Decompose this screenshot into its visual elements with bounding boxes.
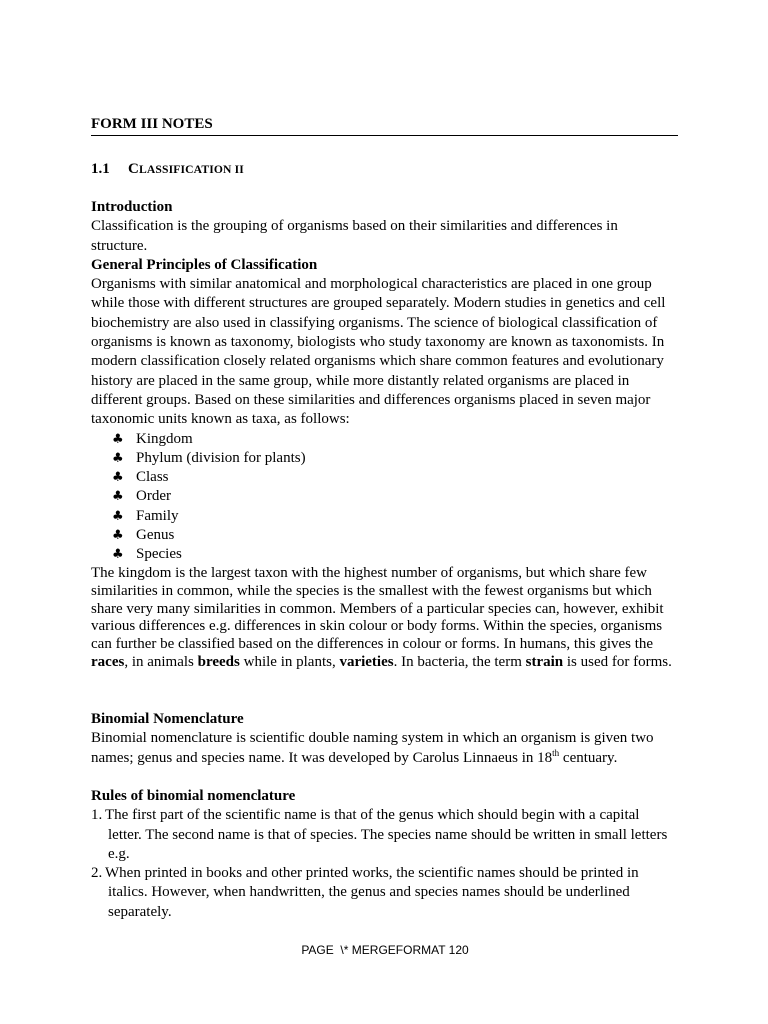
paragraph-line: history are placed in the same group, while more distantly related organisms are placed in: [91, 372, 630, 389]
paragraph-line: [91, 749, 678, 768]
superscript: th: [552, 747, 560, 758]
text-segment: names; genus and species name. It was developed by Carolus Linnaeus in 18: [91, 749, 553, 766]
binomial-paragraph: [91, 729, 678, 768]
kingdom-paragraph: [91, 565, 678, 672]
list-item-label: Class: [136, 469, 169, 486]
rules-list: [91, 806, 678, 922]
paragraph-line: The kingdom is the largest taxon with the highest number of organisms, but which share few: [91, 565, 648, 581]
paragraph-line: similarities in common, while the species is the smallest with the fewest organisms but which: [91, 582, 652, 599]
paragraph-line: Classification is the grouping of organisms based on their similarities and differences in: [91, 218, 618, 235]
text-segment: . In bacteria, the term: [393, 653, 526, 670]
list-item: [91, 430, 678, 449]
text-segment: centuary.: [559, 749, 618, 766]
bold-term: varieties: [339, 653, 394, 670]
list-item: [91, 526, 678, 545]
list-item: [91, 487, 678, 506]
club-icon: [112, 449, 124, 468]
page-footer: PAGE \* MERGEFORMAT 120: [301, 943, 469, 957]
list-item-label: Kingdom: [136, 430, 193, 447]
list-item-label: Family: [136, 507, 179, 524]
text-segment: , in animals: [124, 653, 198, 670]
introduction-paragraph: [91, 217, 678, 256]
binomial-section: [91, 710, 678, 768]
paragraph-line: various differences e.g. differences in skin colour or body forms. Within the species, organisms: [91, 618, 663, 635]
list-item: [91, 449, 678, 468]
club-icon: [112, 507, 124, 526]
bold-term: breeds: [197, 653, 240, 670]
list-item: [91, 468, 678, 487]
section-heading: [91, 160, 678, 179]
list-item-label: Species: [136, 546, 182, 563]
item-continuation-line: letter. The second name is that of species. The species name should be written in small letters: [108, 826, 668, 843]
paragraph-line: Binomial nomenclature is scientific double naming system in which an organism is given two: [91, 730, 654, 747]
rules-heading: Rules of binomial nomenclature: [91, 788, 296, 804]
item-number: 2.: [91, 865, 103, 882]
list-item-label: Genus: [136, 527, 175, 544]
section-number: 1.1: [91, 161, 110, 177]
text-segment: When printed in books and other printed works, the scientific names should be printed in: [105, 865, 639, 882]
item-continuation-line: e.g.: [108, 845, 130, 862]
numbered-item: [91, 806, 678, 864]
binomial-heading: Binomial Nomenclature: [91, 711, 244, 727]
text-segment: while in plants,: [239, 653, 340, 670]
principles-paragraph: [91, 275, 678, 429]
list-item: [91, 507, 678, 526]
paragraph-line: taxonomic units known as taxa, as follows:: [91, 411, 350, 428]
item-first-line: [91, 864, 678, 883]
list-item-label: Phylum (division for plants): [136, 449, 306, 466]
item-first-line: [91, 806, 678, 825]
bold-term: races: [91, 653, 125, 670]
paragraph-line: biochemistry are also used in classifying organisms. The science of biological classification of: [91, 314, 658, 331]
item-continuation-line: separately.: [108, 903, 172, 920]
principles-heading: General Principles of Classification: [91, 256, 318, 273]
club-icon: [112, 468, 124, 487]
paragraph-line: while those with different structures are grouped separately. Modern studies in genetics and cell: [91, 295, 666, 312]
introduction-section: [91, 198, 678, 565]
club-icon: [112, 545, 124, 564]
paragraph-line: modern classification closely related organisms which share common features and evolutionary: [91, 353, 664, 370]
club-icon: [112, 487, 124, 506]
paragraph-line: different groups. Based on these similarities and differences organisms placed in seven major: [91, 391, 651, 408]
bold-term: strain: [525, 653, 564, 670]
numbered-item: [91, 864, 678, 922]
introduction-heading: Introduction: [91, 199, 173, 215]
document-title: FORM III NOTES: [91, 115, 678, 136]
paragraph-line: can further be classified based on the differences in colour or forms. In humans, this gives the: [91, 636, 654, 653]
text-segment: The first part of the scientific name is that of the genus which should begin with a capital: [105, 807, 640, 824]
club-icon: [112, 526, 124, 545]
paragraph-line: [91, 654, 678, 672]
item-number: 1.: [91, 807, 103, 824]
paragraph-line: Organisms with similar anatomical and morphological characteristics are placed in one group: [91, 276, 652, 293]
club-icon: [112, 430, 124, 449]
rules-section: [91, 787, 678, 922]
paragraph-line: share very many similarities in common. Members of a particular species can, however, exhibit: [91, 600, 664, 617]
section-title: CLASSIFICATION II: [128, 161, 244, 177]
list-item: [91, 545, 678, 564]
paragraph-line: organisms is known as taxonomy, biologists who study taxonomy are known as taxonomists. In: [91, 334, 665, 351]
taxa-list: [91, 430, 678, 565]
list-item-label: Order: [136, 488, 171, 505]
text-segment: is used for forms.: [563, 653, 672, 670]
item-continuation-line: italics. However, when handwritten, the genus and species names should be underlined: [108, 884, 630, 901]
paragraph-line: structure.: [91, 237, 148, 254]
